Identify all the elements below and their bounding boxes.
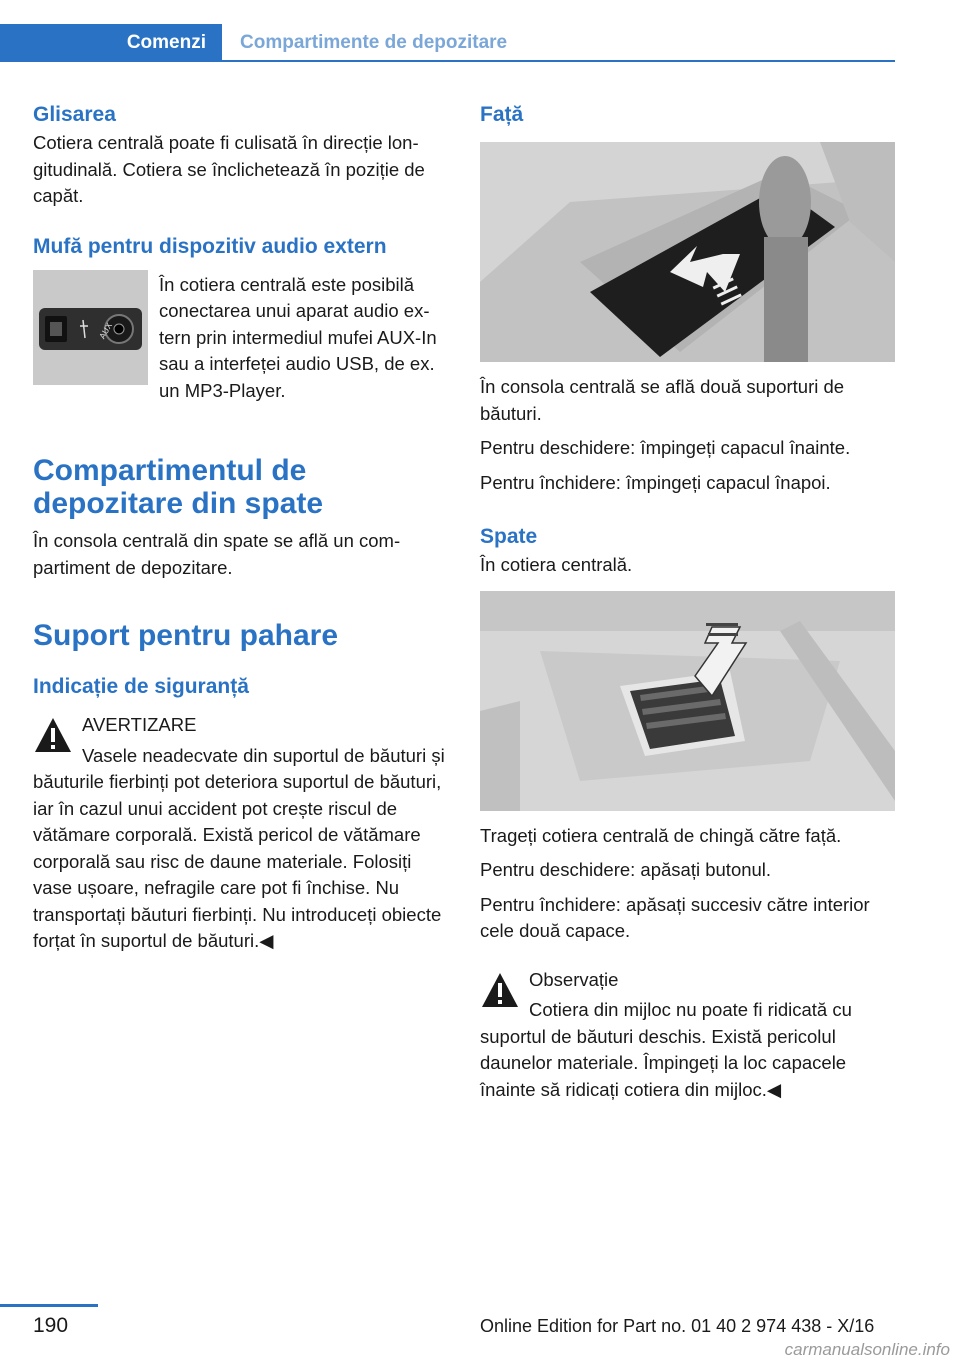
aux-section bbox=[33, 270, 448, 405]
cup-holder-heading: Suport pentru pahare bbox=[33, 619, 339, 652]
note-title: Observație bbox=[529, 968, 619, 990]
header-rule bbox=[0, 60, 895, 62]
warning-block bbox=[33, 712, 448, 955]
rear-storage-text: În consola centrală din spate se află un compartiment de depozitare. bbox=[33, 530, 401, 578]
glisarea-text: Cotiera centrală poate fi culisată în direcție longitudinală. Cotiera se înclichetează în poziție de capăt. bbox=[33, 132, 425, 206]
footer-rule bbox=[0, 1304, 98, 1307]
safety-heading: Indicație de siguranță bbox=[33, 675, 249, 698]
front-text-1: În consola centrală se află două suporturi de băuturi. bbox=[480, 376, 845, 424]
warning-triangle-icon bbox=[33, 716, 73, 754]
section-tab[interactable]: Compartimente de depozitare bbox=[240, 32, 508, 53]
rear-heading: Spate bbox=[480, 525, 538, 548]
rear-armrest-image bbox=[480, 591, 895, 811]
chapter-tab-active[interactable]: Comenzi bbox=[0, 24, 222, 62]
front-cupholder-image bbox=[480, 142, 895, 362]
right-column bbox=[480, 100, 895, 1103]
rear-text-2: Pentru deschidere: apăsați butonul. bbox=[480, 859, 772, 880]
watermark: carmanualsonline.info bbox=[784, 1340, 950, 1359]
warning-title: AVERTIZARE bbox=[82, 714, 197, 735]
aux-text: În cotiera centrală este posibilă conectarea unui aparat audio extern prin intermediul mufei AUX-In sau a interfeței audio USB, de ex. un MP3-Player. bbox=[159, 273, 437, 401]
note-text: Cotiera din mijloc nu poate fi ridicată cu suportul de băuturi deschis. Există pericolul daunelor materiale. Împingeți la loc capacele înainte să ridicați cotiera din mijloc.◀ bbox=[480, 999, 852, 1100]
chapter-header bbox=[0, 24, 895, 62]
rear-storage-heading: Compartimentul de depozitare din spate bbox=[33, 454, 324, 520]
front-text-2: Pentru deschidere: împingeți capacul înainte. bbox=[480, 437, 851, 458]
front-text-3: Pentru închidere: împingeți capacul înapoi. bbox=[480, 471, 831, 493]
aux-heading: Mufă pentru dispozitiv audio extern bbox=[33, 234, 387, 258]
front-heading: Față bbox=[480, 103, 524, 126]
page-number: 190 bbox=[33, 1314, 69, 1337]
left-column bbox=[33, 100, 448, 955]
aux-usb-port-image bbox=[33, 270, 148, 385]
rear-subtext: În cotiera centrală. bbox=[480, 554, 633, 575]
note-block bbox=[480, 967, 895, 1104]
warning-triangle-icon bbox=[480, 971, 520, 1009]
rear-text-1: Trageți cotiera centrală de chingă către față. bbox=[480, 824, 842, 846]
warning-text: Vasele neadecvate din suportul de băuturi și băuturile fierbinți pot deteriora suportul de băuturi, iar în cazul unui accident pot crește riscul de vătămare corporală. Există pericol de vătămare corporală sau risc de daune materiale. Folosiți vase ușoare, nefragile care pot fi închise. Nu transportați băuturi fierbinți. Nu introduceți obiecte forțat în suportul de băuturi.◀ bbox=[33, 744, 445, 951]
glisarea-heading: Glisarea bbox=[33, 103, 116, 126]
svg-text:AUX: AUX bbox=[97, 320, 115, 340]
edition-text: Online Edition for Part no. 01 40 2 974 438 - X/16 bbox=[480, 1316, 875, 1336]
rear-text-3: Pentru închidere: apăsați succesiv către interior cele două capace. bbox=[480, 893, 870, 941]
